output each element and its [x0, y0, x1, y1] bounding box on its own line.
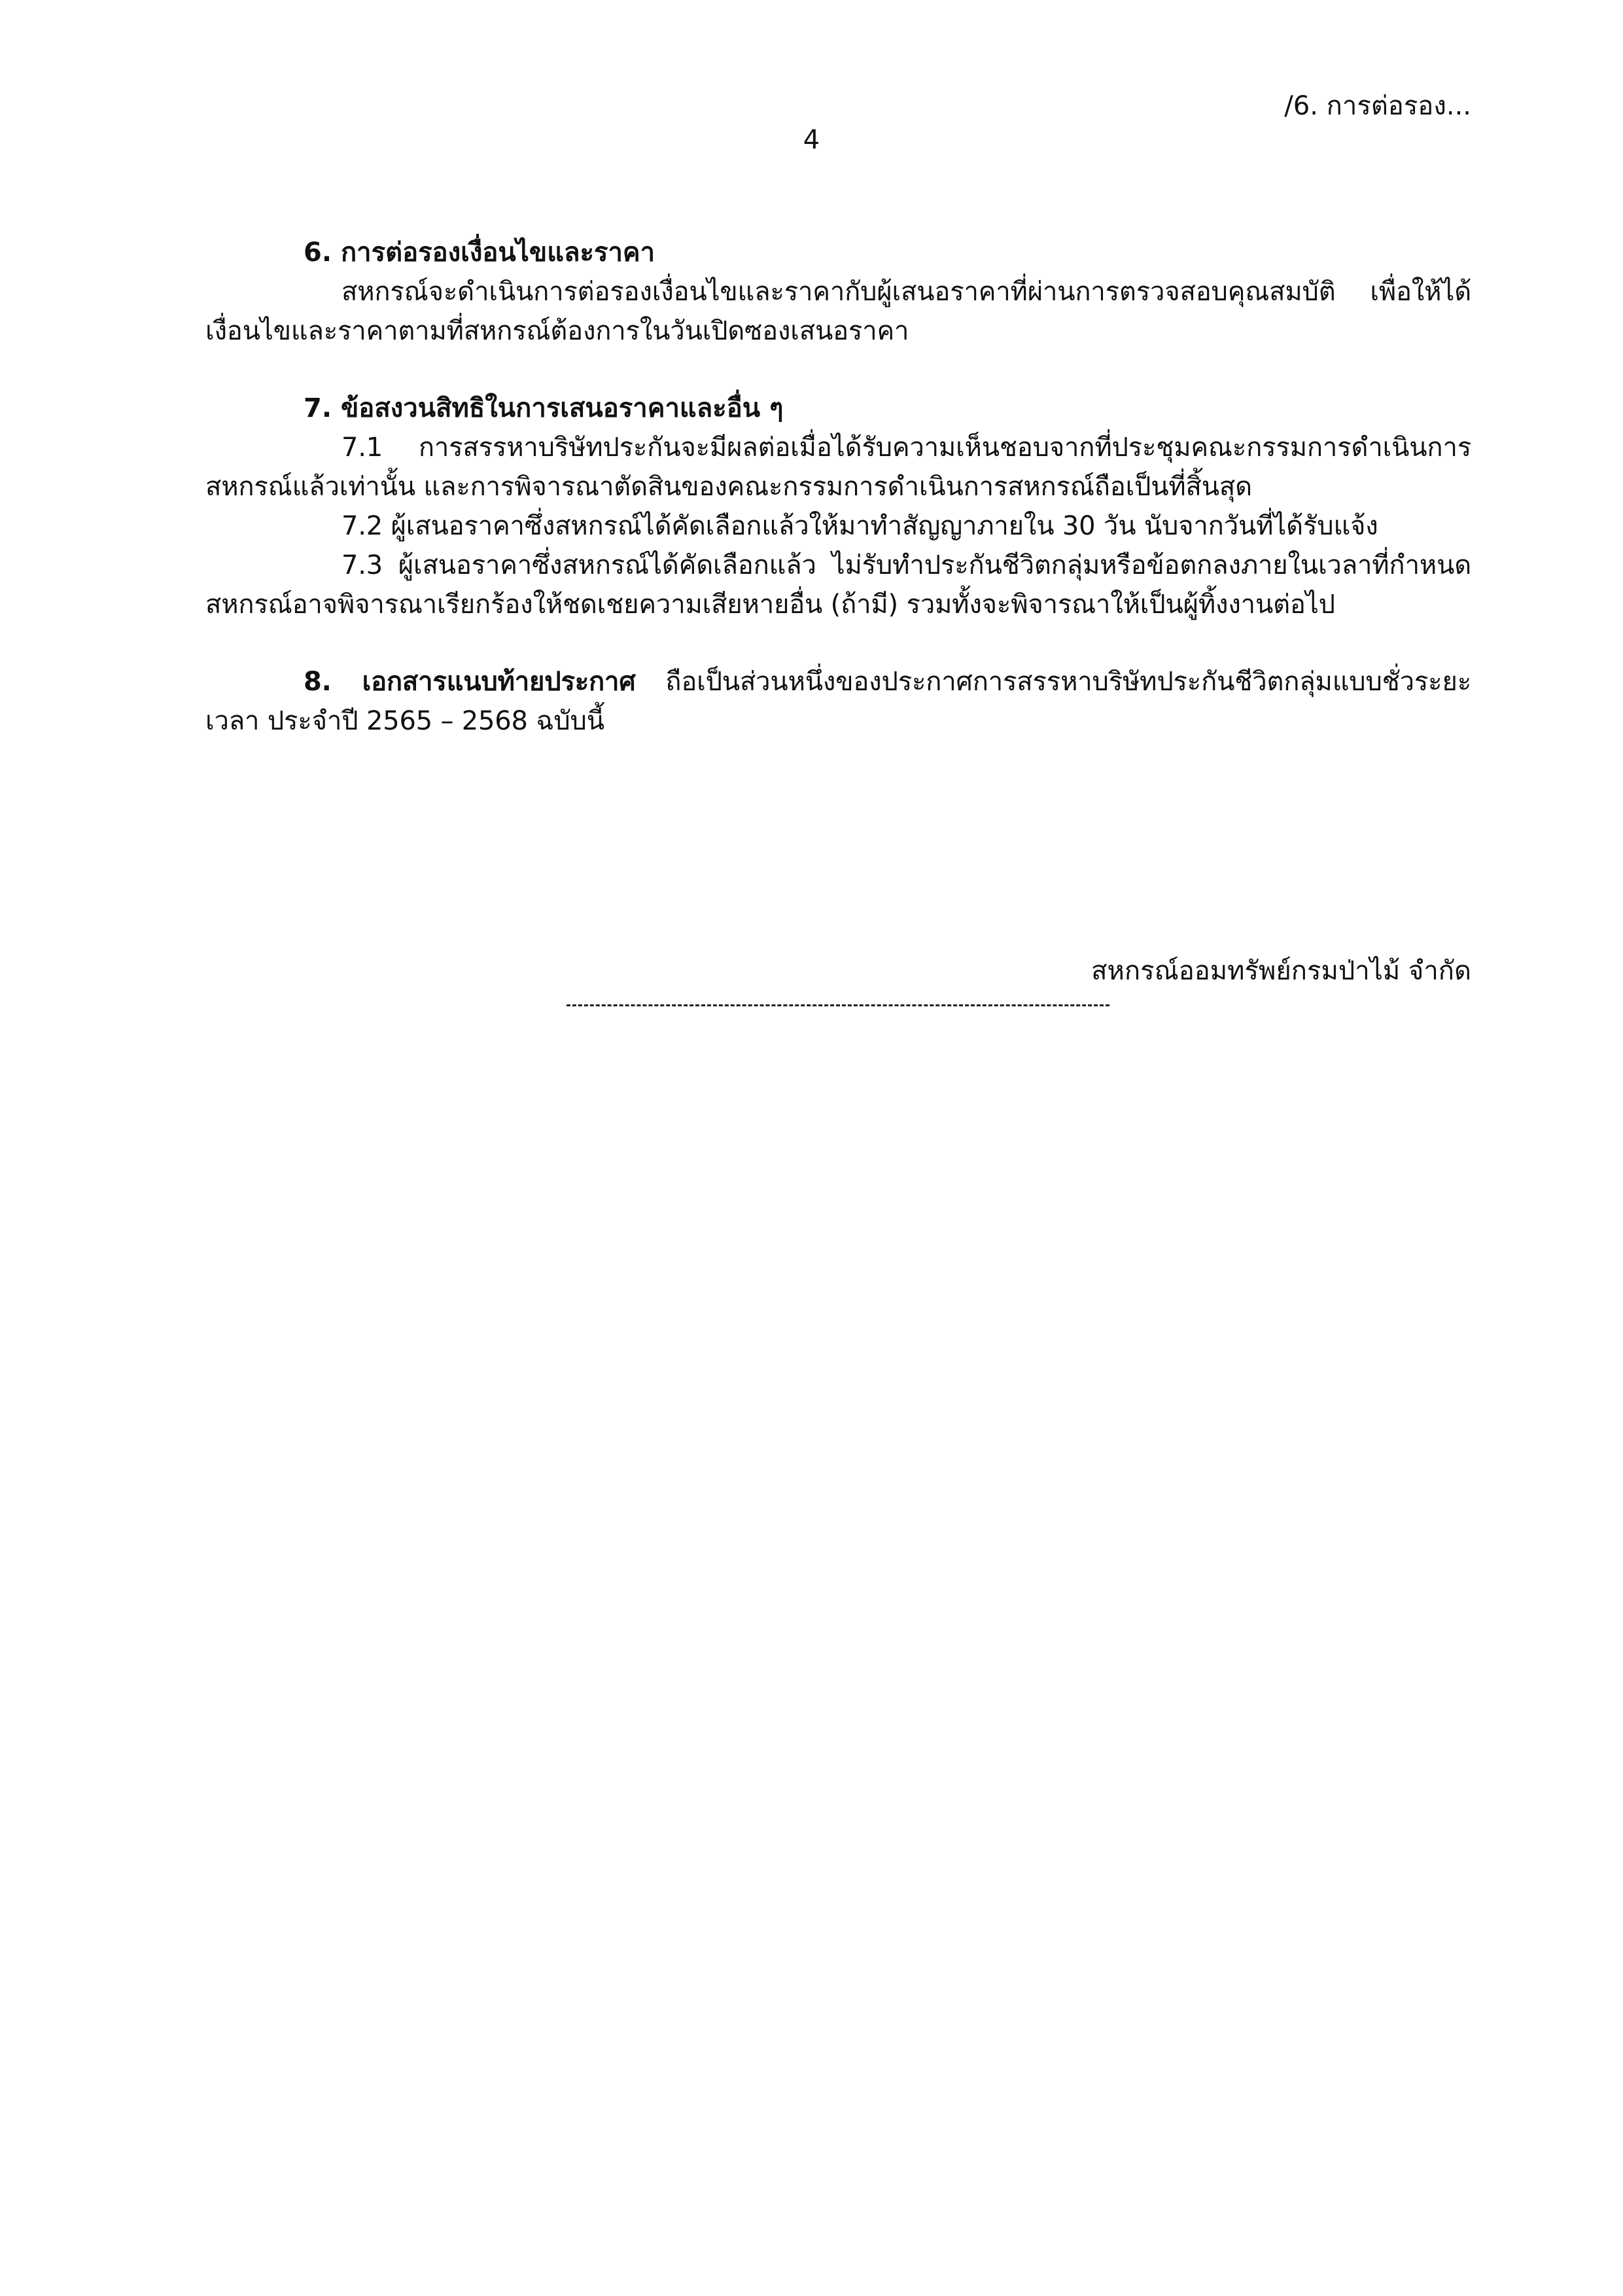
section-7-item-2: 7.2 ผู้เสนอราคาซึ่งสหกรณ์ได้คัดเลือกแล้วให้มาทำสัญญาภายใน 30 วัน นับจากวันที่ได้รับแจ้ง	[341, 511, 1378, 541]
section-6-heading-text: 6. การต่อรองเงื่อนไขและราคา	[304, 238, 655, 268]
section-6	[205, 233, 1471, 351]
section-7-item-3: 7.3 ผู้เสนอราคาซึ่งสหกรณ์ได้คัดเลือกแล้ว ไม่รับทำประกันชีวิตกลุ่มหรือข้อตกลงภายในเวลาที่กำหนด สหกรณ์อาจพิจารณาเรียกร้องให้ชดเชยความเสียหายอื่น (ถ้ามี) รวมทั้งจะพิจารณาให้เป็นผู้ทิ้งงานต่อไป	[205, 550, 1471, 620]
organization-signature: สหกรณ์ออมทรัพย์กรมป่าไม้ จำกัด	[1091, 956, 1471, 986]
section-7-item-1: 7.1 การสรรหาบริษัทประกันจะมีผลต่อเมื่อได้รับความเห็นชอบจากที่ประชุมคณะกรรมการดำเนินการสหกรณ์แล้วเท่านั้น และการพิจารณาตัดสินของคณะกรรมการดำเนินการสหกรณ์ถือเป็นที่สิ้นสุด	[205, 433, 1471, 502]
section-6-paragraph: สหกรณ์จะดำเนินการต่อรองเงื่อนไขและราคากับผู้เสนอราคาที่ผ่านการตรวจสอบคุณสมบัติ เพื่อให้ได้เงื่อนไขและราคาตามที่สหกรณ์ต้องการในวันเปิดซองเสนอราคา	[205, 277, 1471, 346]
section-8-text: ถือเป็นส่วนหนึ่งของประกาศการสรรหาบริษัทประกันชีวิตกลุ่มแบบชั่วระยะเวลา ประจำปี 2565 – 2568 ฉบับนี้	[205, 667, 1471, 736]
section-8-paragraph	[205, 662, 1471, 741]
section-7-heading-text: 7. ข้อสงวนสิทธิในการเสนอราคาและอื่น ๆ	[304, 393, 784, 423]
section-8	[205, 662, 1471, 741]
page-number: 4	[803, 125, 820, 155]
section-8-heading: 8. เอกสารแนบท้ายประกาศ	[304, 667, 636, 697]
section-6-heading	[205, 233, 1471, 272]
section-7	[205, 389, 1471, 624]
continuation-note: /6. การต่อรอง...	[1284, 91, 1471, 121]
document-body	[205, 233, 1471, 741]
end-divider-line	[567, 1004, 1109, 1006]
section-7-heading	[205, 389, 1471, 428]
